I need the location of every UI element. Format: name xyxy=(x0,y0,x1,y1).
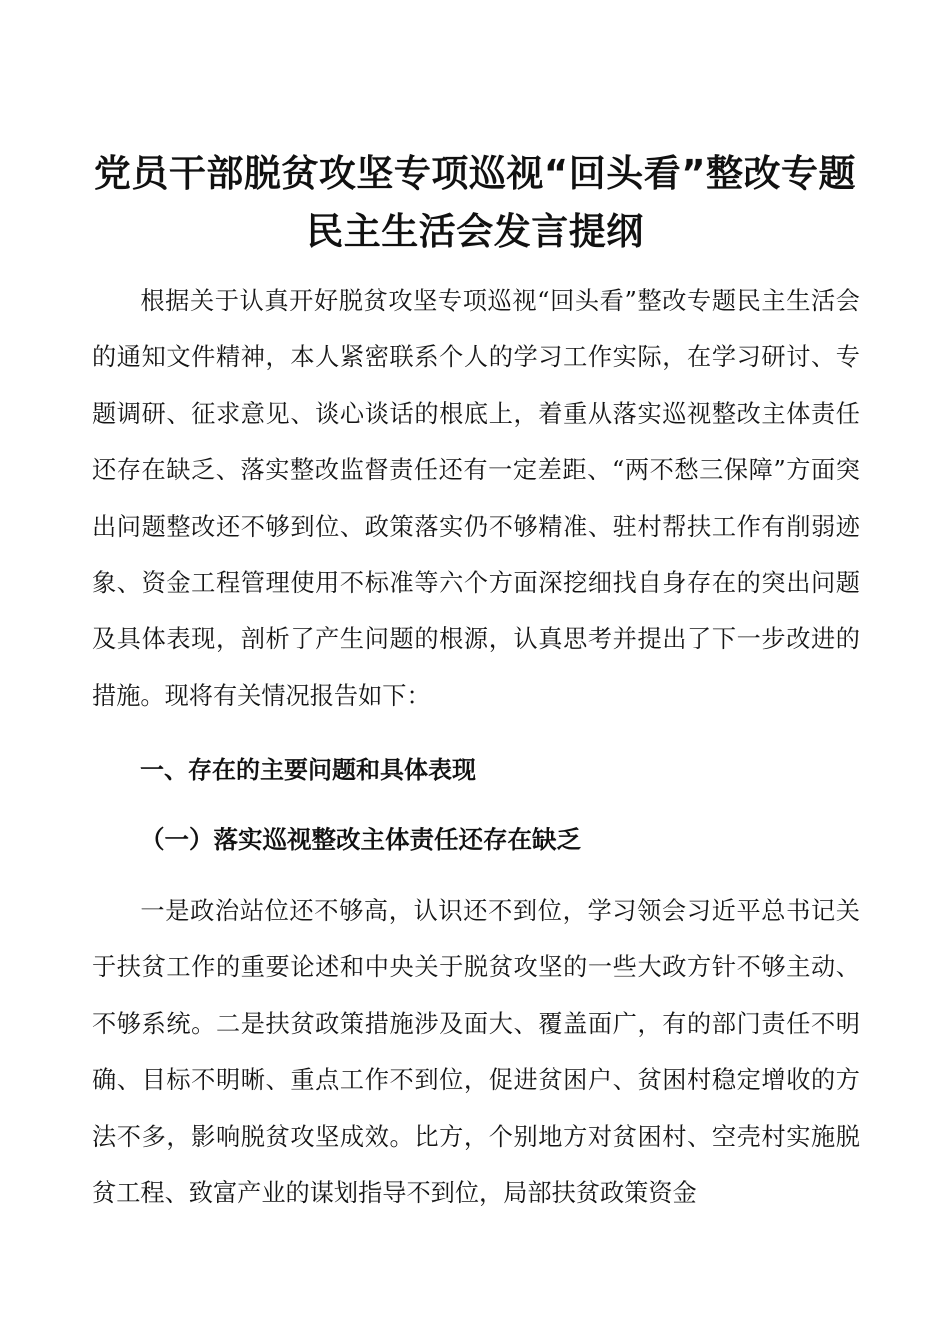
document-title-line-2: 民主生活会发言提纲 xyxy=(306,210,644,253)
document-title-line-1: 党员干部脱贫攻坚专项巡视“回头看”整改专题 xyxy=(93,152,857,195)
intro-paragraph: 根据关于认真开好脱贫攻坚专项巡视“回头看”整改专题民主生活会的通知文件精神，本人紧密联系个人的学习工作实际，在学习研讨、专题调研、征求意见、谈心谈话的根底上，着重从落实巡视整改主体责任还存在缺乏、落实整改监督责任还有一定差距、“两不愁三保障”方面突出问题整改还不够到位、政策落实仍不够精准、驻村帮扶工作有削弱迹象、资金工程管理使用不标准等六个方面深挖细找自身存在的突出问题及具体表现，剖析了产生问题的根源，认真思考并提出了下一步改进的措施。现将有关情况报告如下： xyxy=(92,287,860,710)
section-heading-1: 一、存在的主要问题和具体表现 xyxy=(140,756,476,784)
subsection-heading-1: （一）落实巡视整改主体责任还存在缺乏 xyxy=(140,825,581,854)
body-paragraph-1: 一是政治站位还不够高，认识还不到位，学习领会习近平总书记关于扶贫工作的重要论述和中央关于脱贫攻坚的一些大政方针不够主动、不够系统。二是扶贫政策措施涉及面大、覆盖面广，有的部门责任不明确、目标不明晰、重点工作不到位，促进贫困户、贫困村稳定增收的方法不多，影响脱贫攻坚成效。比方，个别地方对贫困村、空壳村实施脱贫工程、致富产业的谋划指导不到位，局部扶贫政策资金 xyxy=(92,897,860,1208)
